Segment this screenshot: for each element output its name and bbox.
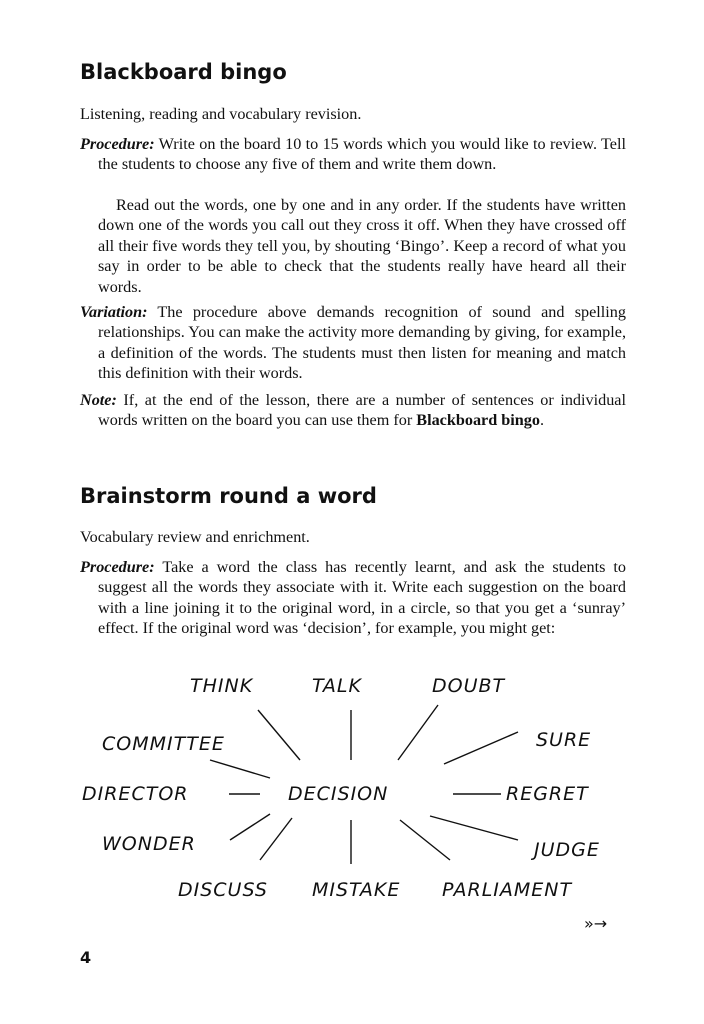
word-director: DIRECTOR [82, 783, 189, 805]
ray-discuss [260, 818, 292, 860]
procedure-label: Procedure: [80, 135, 155, 153]
ray-sure [444, 732, 518, 764]
ray-parliament [400, 820, 450, 860]
word-regret: REGRET [506, 783, 589, 805]
section1-variation [80, 302, 626, 384]
ray-doubt [398, 705, 438, 760]
note-end: . [539, 411, 545, 430]
continue-arrow-icon: »→ [584, 914, 608, 933]
page-number: 4 [80, 948, 92, 967]
word-mistake: MISTAKE [312, 879, 401, 900]
note-label: Note: [80, 391, 117, 409]
section2-procedure [80, 557, 626, 639]
word-wonder: WONDER [102, 833, 196, 855]
section1-procedure [80, 134, 626, 175]
word-discuss: DISCUSS [178, 879, 268, 900]
ray-committee-low [210, 760, 270, 778]
word-parliament: PARLIAMENT [442, 879, 573, 900]
ray-wonder [230, 814, 270, 840]
ray-committee [258, 710, 300, 760]
word-doubt: DOUBT [432, 675, 506, 697]
procedure-text: Write on the board 10 to 15 words which you would like to review. Tell the students to choose any five of them and write them down. [98, 135, 626, 174]
section-title-brainstorm: Brainstorm round a word [80, 484, 377, 508]
note-bold-reference: Blackboard bingo [416, 411, 540, 430]
section1-note [80, 390, 626, 431]
section1-procedure-continued: Read out the words, one by one and in any order. If the students have written down one of the words you call out they cross it off. When they have crossed off all their five words they tell you, by shouting ‘Bingo’. Keep a record of what you say in order to be able to check that the students really have heard all their words. [98, 196, 626, 296]
section-title-blackboard-bingo: Blackboard bingo [80, 60, 287, 84]
procedure-label: Procedure: [80, 558, 155, 576]
word-committee: COMMITTEE [102, 733, 225, 755]
procedure-text: Take a word the class has recently learnt, and ask the students to suggest all the words they associate with it. Write each suggestion on the board with a line joining it to the original word, in a circle, so that you get a ‘sunray’ effect. If the original word was ‘decision’, for example, you might get: [98, 558, 626, 638]
word-sure: SURE [536, 729, 592, 751]
section1-intro: Listening, reading and vocabulary revision. [80, 105, 362, 123]
section2-intro: Vocabulary review and enrichment. [80, 528, 310, 546]
variation-text: The procedure above demands recognition of sound and spelling relationships. You can make the activity more demanding by giving, for example, a definition of the words. The students must then listen for meaning and match this definition with their words. [98, 303, 626, 383]
sunray-diagram [80, 660, 620, 900]
word-decision-center: DECISION [288, 783, 389, 805]
variation-label: Variation: [80, 303, 148, 321]
note-text: If, at the end of the lesson, there are a number of sentences or individual words written on the board you can use them for [98, 391, 626, 430]
word-think: THINK [190, 675, 254, 697]
ray-judge [430, 816, 518, 840]
word-talk: TALK [312, 675, 362, 697]
word-judge: JUDGE [534, 839, 600, 861]
